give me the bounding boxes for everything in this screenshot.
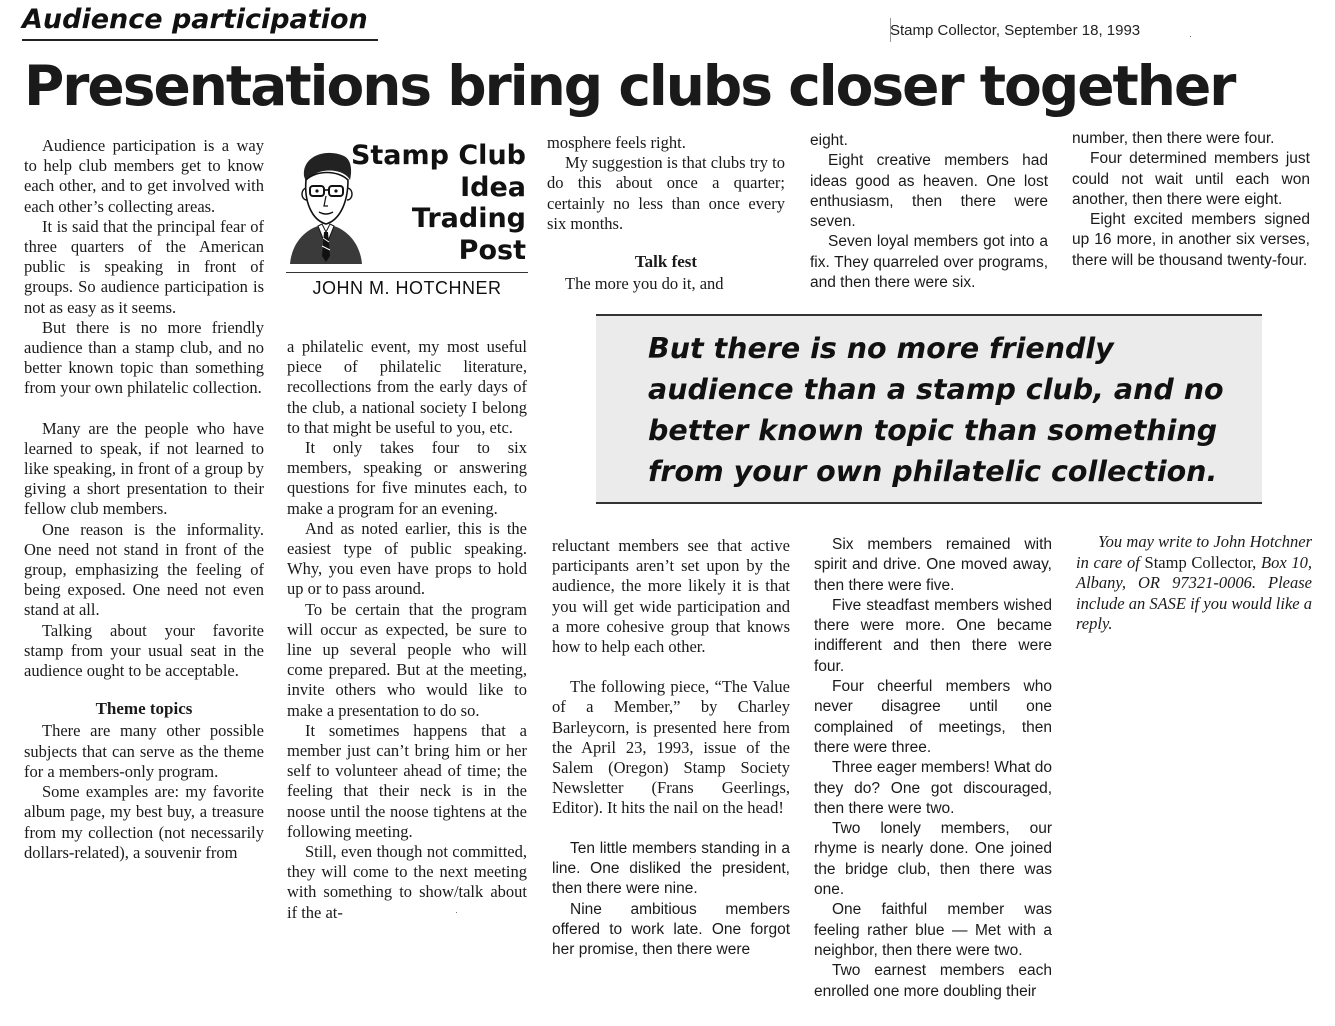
col2-paragraph-4: To be certain that the program will occur as expected, be sure to line up several people who will come prepared. But at the meeting, invite others who would like to make a presentation to do so. <box>287 599 527 720</box>
contact-note-text <box>1076 532 1312 635</box>
column-4-bottom <box>814 535 1052 1002</box>
scan-speck <box>690 858 691 859</box>
contact-note <box>1076 532 1312 635</box>
col5-top-paragraph-3: Eight excited members signed up 16 more, in another six verses, there will be thousand twenty-four. <box>1072 211 1310 269</box>
column-5-top <box>1072 129 1310 271</box>
col5-top-paragraph-1: number, then there were four. <box>1072 130 1275 147</box>
col2-paragraph-1: a philatelic event, my most useful piece of philatelic literature, recollections from the early days of the club, a national society I belong to that might be useful to you, etc. <box>287 337 527 437</box>
logo-title <box>351 140 526 266</box>
headline: Presentations bring clubs closer together <box>24 54 1235 118</box>
poem-start <box>552 839 790 961</box>
author-byline: JOHN M. HOTCHNER <box>312 278 502 298</box>
publication-source: Stamp Collector, September 18, 1993 <box>890 22 1141 39</box>
column-3-bottom <box>552 536 790 960</box>
col1-paragraph-4: Many are the people who have learned to speak, if not learned to like speaking, in front of a group by giving a short presentation to their fellow club members. <box>24 418 264 519</box>
col3-bottom-paragraph-1: reluctant members see that active participants aren’t set upon by the audience, the more likely it is that you will get wide participation and a more cohesive group that knows how to help each other. <box>552 536 790 657</box>
col1-paragraph-3: But there is no more friendly audience than a stamp club, and no better known topic than something from your own philatelic collection. <box>24 317 264 398</box>
column-1 <box>24 136 264 863</box>
subhead-talk-fest: Talk fest <box>634 252 698 272</box>
col1-paragraph-7: There are many other possible subjects that can serve as the theme for a members-only program. <box>24 721 264 781</box>
col2-paragraph-2: It only takes four to six members, speaking or answering questions for five minutes each, to make a program for an evening. <box>287 438 527 518</box>
poem-verse-1: Ten little members standing in a line. One disliked the president, then there were nine. <box>552 839 790 898</box>
logo-title-line-3: Trading <box>411 203 526 234</box>
note-publication: Stamp Collector, <box>1144 552 1257 572</box>
column-logo <box>286 140 528 308</box>
poem-verse-2: Nine ambitious members offered to work late. One forgot her promise, then there were <box>552 900 790 959</box>
col2-paragraph-3: And as noted earlier, this is the easiest type of public speaking. Why, you even have props to hold up or to pass around. <box>287 518 527 599</box>
col1-paragraph-2: It is said that the principal fear of three quarters of the American public is speaking in front of groups. So audience participation is not as easy as it seems. <box>24 216 264 317</box>
col2-paragraph-5: It sometimes happens that a member just can’t bring him or her self to volunteer ahead of time; the feeling that their neck is in the noose until the noose tightens at the following meeting. <box>287 720 527 841</box>
column-2 <box>287 337 527 923</box>
poem-verse-4: Five steadfast members wished there were more. One became indifferent and then there were four. <box>814 596 1052 675</box>
col3-bottom-paragraph-2: The following piece, “The Value of a Member,” by Charley Barleycorn, is presented here from the April 23, 1993, issue of the Salem (Oregon) Stamp Society Newsletter (Frans Geerlings, Editor). It hits the nail on the head! <box>552 677 790 818</box>
poem-verse-6: Three eager members! What do they do? One got discouraged, then there were two. <box>814 759 1052 817</box>
column-3-top <box>547 133 785 294</box>
column-4-top <box>810 131 1048 293</box>
pull-quote: But there is no more friendly audience than a stamp club, and no better known topic than something from your own philatelic collection. <box>648 332 1224 488</box>
col4-top-paragraph-1: eight. <box>810 132 848 149</box>
col3-top-paragraph-3: The more you do it, and <box>565 274 724 294</box>
col2-paragraph-6: Still, even though not committed, they will come to the next meeting with something to show/talk about if the at- <box>287 842 527 922</box>
scan-speck <box>456 912 457 913</box>
col5-top-paragraph-2: Four determined members just could not wait until each won another, then there were eight. <box>1072 150 1310 208</box>
col1-paragraph-1: Audience participation is a way to help club members get to know each other, and to get involved with each other’s collecting areas. <box>24 136 264 216</box>
note-address: Box 10, Albany, OR 97321-0006. Please include an SASE if you would like a reply. <box>1076 552 1312 633</box>
poem-verse-7: Two lonely members, our rhyme is nearly done. One joined the bridge club, then there was one. <box>814 820 1052 899</box>
poem-verse-5: Four cheerful members who never disagree until one complained of meetings, then there were three. <box>814 678 1052 756</box>
subhead-theme-topics: Theme topics <box>95 699 193 719</box>
logo-title-line-1: Stamp Club <box>350 140 526 171</box>
logo-divider <box>286 272 528 273</box>
pull-quote-box <box>596 314 1262 504</box>
note-before-publication: You may write to John Hotchner in care of <box>1076 532 1312 572</box>
logo-title-line-4: Post <box>458 234 526 266</box>
col3-top-paragraph-2: My suggestion is that clubs try to do this about once a quarter; certainly no less than once every six months. <box>547 153 785 233</box>
col1-paragraph-8: Some examples are: my favorite album page, my best buy, a treasure from my collection (not necessarily dollars-related), a souvenir from <box>24 782 264 862</box>
logo-title-line-2: Idea <box>460 171 526 203</box>
poem-verse-8: One faithful member was feeling rather blue — Met with a neighbor, then there were two. <box>814 901 1052 959</box>
col4-top-paragraph-2: Eight creative members had ideas good as heaven. One lost enthusiasm, then there were seven. <box>810 152 1048 231</box>
poem-verse-9: Two earnest members each enrolled one more doubling their <box>814 962 1052 1000</box>
col1-paragraph-5: One reason is the informality. One need not stand in front of the group, emphasizing the feeling of being exposed. One need not even stand at all. <box>24 519 264 620</box>
poem-verse-3: Six members remained with spirit and drive. One moved away, then there were five. <box>814 536 1052 594</box>
section-rubric: Audience participation <box>22 4 378 41</box>
scan-speck <box>1190 36 1191 37</box>
col4-top-paragraph-3: Seven loyal members got into a fix. They quarreled over programs, and then there were six. <box>810 233 1048 292</box>
col3-top-paragraph-1: mosphere feels right. <box>547 133 686 152</box>
col1-paragraph-6: Talking about your favorite stamp from your usual seat in the audience ought to be acceptable. <box>24 620 264 681</box>
